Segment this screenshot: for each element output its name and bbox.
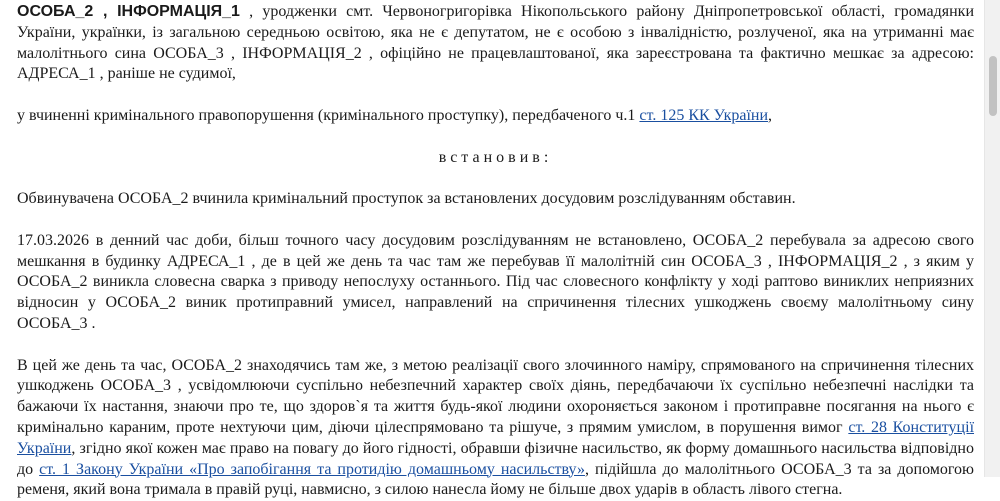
paragraph-spacer (17, 335, 974, 356)
defendant-info-paragraph (17, 2, 974, 85)
charge-paragraph (17, 106, 974, 127)
paragraph-spacer (17, 210, 974, 231)
defendant-name: ОСОБА_2 , ІНФОРМАЦІЯ_1 (17, 3, 240, 20)
charge-text: у вчиненні кримінального правопорушення (кримінального проступку), передбаченого ч.1 (17, 106, 640, 124)
document-content (17, 2, 974, 501)
paragraph-spacer (17, 127, 974, 148)
law-link-domestic-violence-art-1[interactable]: ст. 1 Закону України «Про запобігання та протидію домашньому насильству» (39, 460, 585, 478)
charge-text-end: , (768, 106, 773, 124)
vertical-scrollbar[interactable] (984, 0, 1000, 477)
section-heading: встановив: (438, 148, 553, 166)
circumstances-paragraph: 17.03.2026 в денний час доби, більш точного часу досудовим розслідуванням не встановлено, ОСОБА_2 перебувала за адресою свого мешкання в будинку АДРЕСА_1 , де в цей же день та час там же перебував її малолітній син ОСОБА_3 , ІНФОРМАЦІЯ_2 , з яким у ОСОБА_2 виникла словесна сварка з приводу непослуху останнього. Під час словесного конфлікту у ході раптово виниклих неприязних відносин у ОСОБА_2 виник протиправний умисел, направлений на спричинення тілесних ушкоджень своєму малолітньому сину ОСОБА_3 . (17, 231, 974, 332)
law-link-art-125[interactable]: ст. 125 КК України (639, 106, 769, 124)
scrollbar-thumb[interactable] (989, 56, 997, 116)
accusation-paragraph: Обвинувачена ОСОБА_2 вчинила кримінальний проступок за встановлених досудовим розслідуванням обставин. (17, 190, 796, 208)
paragraph-spacer (17, 168, 974, 189)
actions-text-3: , підійшла до малолітнього ОСОБА_3 та за допомогою ременя, який вона тримала в правій руці, навмисно, з силою нанесла йому не більше двох ударів в область лівого стегна. (17, 460, 975, 499)
actions-paragraph (17, 356, 974, 501)
actions-text-2: , згідно якої кожен має право на повагу до його гідності, обравши фізичне насильство, як форму домашнього насильства відповідно до (17, 439, 974, 478)
paragraph-spacer (17, 85, 974, 106)
actions-text-1: В цей же день та час, ОСОБА_2 знаходячись там же, з метою реалізації свого злочинного наміру, спрямованого на спричинення тілесних ушкоджень ОСОБА_3 , усвідомлюючи суспільно небезпечний характер своїх діянь, передбачаючи їх суспільно небезпечні наслідки та бажаючи їх настання, знаючи про те, що здоров`я та життя будь-якої людини охороняється законом і протиправне посягання на нього є кримінально караним, проте нехтуючи цим, діючи цілеспрямовано та рішуче, з прямим умислом, в порушення вимог (17, 356, 974, 436)
defendant-info-text: , уродженки смт. Червоногригорівка Нікопольського району Дніпропетровської області, громадянки України, українки, із загальною середньою освітою, яка не є депутатом, не є особою з інвалідністю, розлученої, яка на утриманні має малолітнього сина ОСОБА_3 , ІНФОРМАЦІЯ_2 , офіційно не працевлаштованої, яка зареєстрована та фактично мешкає за адресою: АДРЕСА_1 , раніше не судимої, (17, 3, 975, 83)
law-link-constitution-art-28[interactable]: ст. 28 Конституції України (17, 418, 975, 457)
